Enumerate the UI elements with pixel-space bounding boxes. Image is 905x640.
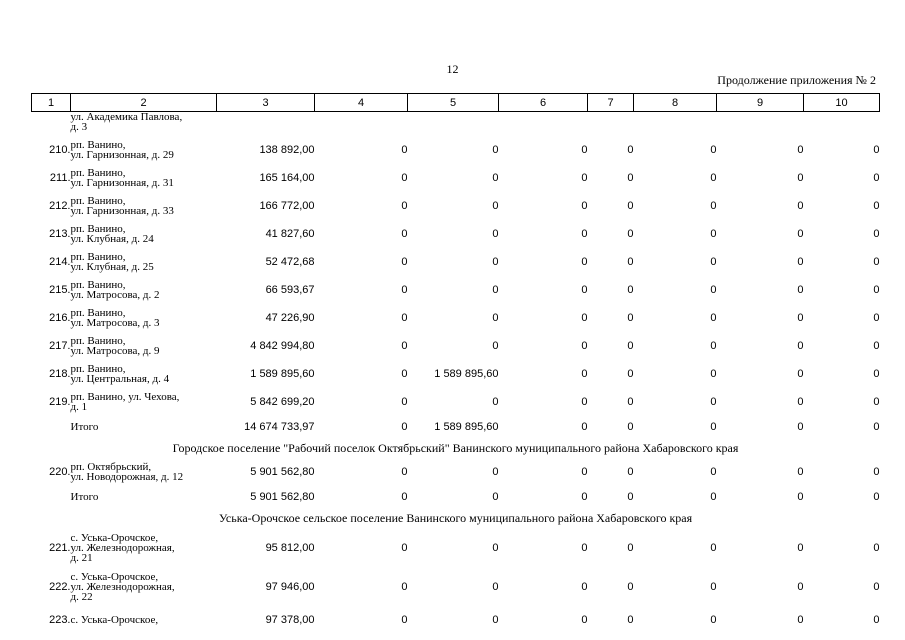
col-header-8: 8	[634, 94, 717, 112]
value-c9: 0	[797, 614, 804, 626]
value-c3: 165 164,00	[259, 172, 315, 184]
value-c10: 0	[873, 284, 880, 296]
value-c9: 0	[797, 172, 804, 184]
value-c8: 0	[710, 421, 717, 433]
value-c3: 47 226,90	[265, 312, 315, 324]
value-c5: 0	[492, 200, 499, 212]
value-c9: 0	[797, 491, 804, 503]
row-number: 213.	[49, 228, 71, 240]
value-c7: 0	[627, 228, 634, 240]
row-number	[32, 486, 71, 508]
value-c7: 0	[627, 368, 634, 380]
col-header-3: 3	[217, 94, 315, 112]
table-row	[32, 360, 880, 388]
table-row	[32, 388, 880, 416]
value-c8: 0	[710, 368, 717, 380]
value-c9: 0	[797, 541, 804, 554]
value-c5: 1 589 895,60	[434, 368, 499, 380]
address-cell: рп. Ванино, ул. Центральная, д. 4	[70, 363, 170, 385]
address-cell: рп. Ванино, ул. Матросова, д. 9	[70, 335, 160, 357]
value-c3: 138 892,00	[259, 144, 315, 156]
value-c10: 0	[873, 256, 880, 268]
value-c8: 0	[710, 541, 717, 554]
address-cell: с. Уська-Орочское,	[70, 614, 159, 626]
address-cell: рп. Ванино, ул. Клубная, д. 24	[70, 223, 154, 245]
value-c3: 52 472,68	[265, 256, 315, 268]
row-number: 219.	[49, 396, 71, 408]
appendix-label: Продолжение приложения № 2	[717, 73, 876, 87]
address-cell: рп. Ванино, ул. Матросова, д. 3	[70, 307, 160, 329]
value-c6: 0	[581, 284, 588, 296]
row-number: 218.	[49, 368, 71, 380]
value-c7: 0	[627, 491, 634, 503]
table-row	[32, 248, 880, 276]
value-c8: 0	[710, 580, 717, 593]
value-c5: 0	[492, 284, 499, 296]
row-number: 216.	[49, 312, 71, 324]
value-c9: 0	[797, 284, 804, 296]
value-c3: 5 901 562,80	[250, 491, 315, 503]
table-row	[32, 606, 880, 634]
value-c9: 0	[797, 340, 804, 352]
value-c5: 0	[492, 396, 499, 408]
value-c9: 0	[797, 228, 804, 240]
col-header-7: 7	[588, 94, 634, 112]
value-c10: 0	[873, 340, 880, 352]
value-c5: 0	[492, 172, 499, 184]
value-c6: 0	[581, 340, 588, 352]
value-c4: 0	[401, 256, 408, 268]
value-c8: 0	[710, 614, 717, 626]
value-c3: 41 827,60	[265, 228, 315, 240]
value-c8: 0	[710, 172, 717, 184]
value-c9: 0	[797, 396, 804, 408]
col-header-4: 4	[315, 94, 408, 112]
value-c9: 0	[797, 421, 804, 433]
address-cell: рп. Октябрьский, ул. Новодорожная, д. 12	[70, 461, 184, 483]
value-c4: 0	[401, 580, 408, 593]
value-c8: 0	[710, 340, 717, 352]
value-c5: 0	[492, 312, 499, 324]
table-row	[32, 164, 880, 192]
total-label: Итого	[70, 491, 99, 503]
value-c7: 0	[627, 284, 634, 296]
value-c7: 0	[627, 144, 634, 156]
value-c5: 0	[492, 491, 499, 503]
data-table	[31, 93, 880, 634]
value-c6: 0	[581, 200, 588, 212]
row-number: 217.	[49, 340, 71, 352]
table-row	[32, 192, 880, 220]
value-c7: 0	[627, 256, 634, 268]
value-c4: 0	[401, 421, 408, 433]
value-c4: 0	[401, 614, 408, 626]
value-c6: 0	[581, 368, 588, 380]
col-header-10: 10	[804, 94, 880, 112]
col-header-5: 5	[408, 94, 499, 112]
table-row	[32, 528, 880, 567]
value-c10: 0	[873, 614, 880, 626]
value-c4: 0	[401, 491, 408, 503]
value-c4: 0	[401, 312, 408, 324]
value-c4: 0	[401, 284, 408, 296]
address-cell: рп. Ванино, ул. Матросова, д. 2	[70, 279, 160, 301]
row-number: 222.	[49, 580, 71, 593]
value-c8: 0	[710, 466, 717, 478]
value-c4: 0	[401, 466, 408, 478]
value-c6: 0	[581, 396, 588, 408]
value-c10: 0	[873, 421, 880, 433]
value-c7: 0	[627, 200, 634, 212]
value-c7: 0	[627, 421, 634, 433]
value-c3: 97 378,00	[265, 614, 315, 626]
continued-row	[32, 112, 880, 137]
value-c9: 0	[797, 312, 804, 324]
value-c3: 97 946,00	[265, 580, 315, 593]
address-cell: с. Уська-Орочское, ул. Железнодорожная, д. 22	[70, 570, 175, 603]
row-number: 220.	[49, 466, 71, 478]
value-c3: 66 593,67	[265, 284, 315, 296]
value-c5: 0	[492, 256, 499, 268]
address-cell: рп. Ванино, ул. Чехова, д. 1	[70, 391, 180, 413]
value-c4: 0	[401, 228, 408, 240]
value-c8: 0	[710, 491, 717, 503]
row-number: 211.	[49, 172, 71, 184]
column-header-row	[32, 94, 880, 112]
value-c6: 0	[581, 228, 588, 240]
value-c8: 0	[710, 284, 717, 296]
table-row	[32, 136, 880, 164]
value-c6: 0	[581, 256, 588, 268]
value-c4: 0	[401, 200, 408, 212]
value-c5: 0	[492, 228, 499, 240]
table-row	[32, 304, 880, 332]
value-c6: 0	[581, 580, 588, 593]
value-c10: 0	[873, 228, 880, 240]
value-c9: 0	[797, 580, 804, 593]
value-c7: 0	[627, 580, 634, 593]
value-c6: 0	[581, 312, 588, 324]
value-c5: 0	[492, 580, 499, 593]
value-c10: 0	[873, 368, 880, 380]
row-number	[32, 416, 71, 438]
value-c7: 0	[627, 466, 634, 478]
address-cell: рп. Ванино, ул. Клубная, д. 25	[70, 251, 154, 273]
row-number: 212.	[49, 200, 71, 212]
value-c3: 14 674 733,97	[244, 421, 315, 433]
col-header-2: 2	[71, 94, 217, 112]
value-c9: 0	[797, 144, 804, 156]
value-c4: 0	[401, 172, 408, 184]
value-c10: 0	[873, 144, 880, 156]
value-c8: 0	[710, 200, 717, 212]
value-c10: 0	[873, 172, 880, 184]
row-number: 223.	[49, 614, 71, 626]
value-c5: 0	[492, 614, 499, 626]
value-c6: 0	[581, 466, 588, 478]
value-c6: 0	[581, 614, 588, 626]
col-header-9: 9	[717, 94, 804, 112]
value-c10: 0	[873, 541, 880, 554]
value-c7: 0	[627, 396, 634, 408]
value-c4: 0	[401, 396, 408, 408]
value-c5: 0	[492, 144, 499, 156]
address-cell: с. Уська-Орочское, ул. Железнодорожная, д. 21	[70, 531, 175, 564]
value-c7: 0	[627, 614, 634, 626]
value-c10: 0	[873, 396, 880, 408]
value-c10: 0	[873, 200, 880, 212]
total-row	[32, 416, 880, 438]
col-header-6: 6	[499, 94, 588, 112]
value-c5: 0	[492, 541, 499, 554]
page-number: 12	[446, 62, 459, 76]
value-c8: 0	[710, 396, 717, 408]
value-c7: 0	[627, 172, 634, 184]
value-c6: 0	[581, 144, 588, 156]
value-c4: 0	[401, 340, 408, 352]
value-c9: 0	[797, 466, 804, 478]
col-header-1: 1	[32, 94, 71, 112]
value-c9: 0	[797, 368, 804, 380]
address-cell: рп. Ванино, ул. Гарнизонная, д. 29	[70, 139, 174, 161]
value-c10: 0	[873, 466, 880, 478]
section-header-oktyabrsky	[32, 438, 880, 458]
row-number: 214.	[49, 256, 71, 268]
table-row	[32, 220, 880, 248]
value-c8: 0	[710, 228, 717, 240]
value-c7: 0	[627, 541, 634, 554]
value-c3: 166 772,00	[259, 200, 315, 212]
value-c4: 0	[401, 541, 408, 554]
continued-address: ул. Академика Павлова, д. 3	[70, 111, 183, 133]
table-row	[32, 458, 880, 486]
value-c4: 0	[401, 368, 408, 380]
value-c8: 0	[710, 144, 717, 156]
value-c3: 5 842 699,20	[250, 396, 315, 408]
section-title: Уська-Орочское сельское поселение Ванинского муниципального района Хабаровского края	[218, 510, 693, 525]
value-c6: 0	[581, 172, 588, 184]
row-number: 215.	[49, 284, 71, 296]
value-c10: 0	[873, 580, 880, 593]
value-c3: 4 842 994,80	[250, 340, 315, 352]
value-c6: 0	[581, 541, 588, 554]
section-title: Городское поселение "Рабочий поселок Октябрьский" Ванинского муниципального района Хабаровского края	[172, 440, 739, 455]
value-c7: 0	[627, 340, 634, 352]
address-cell: рп. Ванино, ул. Гарнизонная, д. 33	[70, 195, 174, 217]
value-c6: 0	[581, 491, 588, 503]
total-row	[32, 486, 880, 508]
section-header-uska-orochskoe	[32, 508, 880, 528]
value-c3: 95 812,00	[265, 541, 315, 554]
value-c5: 1 589 895,60	[434, 421, 499, 433]
row-number: 210.	[49, 144, 71, 156]
value-c8: 0	[710, 256, 717, 268]
value-c5: 0	[492, 340, 499, 352]
table-row	[32, 567, 880, 606]
value-c5: 0	[492, 466, 499, 478]
table-row	[32, 332, 880, 360]
value-c10: 0	[873, 312, 880, 324]
value-c7: 0	[627, 312, 634, 324]
total-label: Итого	[70, 421, 99, 433]
value-c10: 0	[873, 491, 880, 503]
row-number: 221.	[49, 541, 71, 554]
value-c8: 0	[710, 312, 717, 324]
value-c6: 0	[581, 421, 588, 433]
value-c3: 1 589 895,60	[250, 368, 315, 380]
address-cell: рп. Ванино, ул. Гарнизонная, д. 31	[70, 167, 174, 189]
value-c9: 0	[797, 200, 804, 212]
value-c9: 0	[797, 256, 804, 268]
table-row	[32, 276, 880, 304]
value-c3: 5 901 562,80	[250, 466, 315, 478]
value-c4: 0	[401, 144, 408, 156]
